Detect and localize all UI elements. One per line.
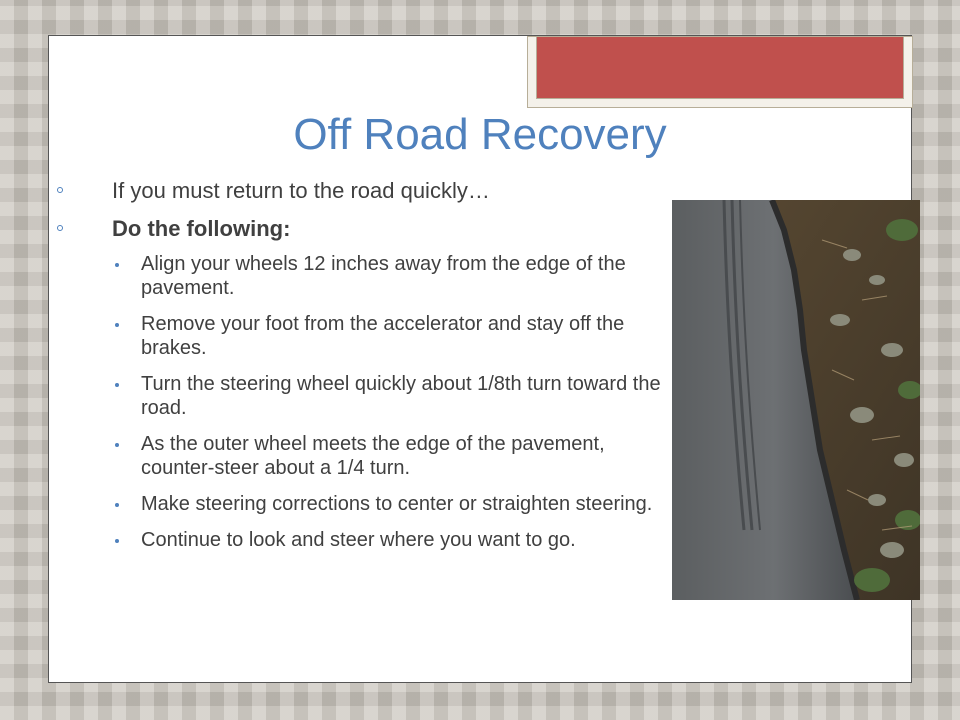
sub-bullet-text: Align your wheels 12 inches away from the edge of the pavement. xyxy=(141,253,626,299)
sub-bullet-text: Turn the steering wheel quickly about 1/8th turn toward the road. xyxy=(141,373,661,419)
sub-bullet-text: Continue to look and steer where you want to go. xyxy=(141,529,576,551)
bullet-do-following xyxy=(48,216,688,242)
dot-bullet-icon xyxy=(115,263,119,267)
bullet-text: If you must return to the road quickly… xyxy=(112,178,490,203)
sub-bullet-turn-wheel xyxy=(48,372,688,420)
circle-bullet-icon xyxy=(57,187,63,193)
bullet-text: Do the following: xyxy=(112,216,291,241)
sub-bullet-text: As the outer wheel meets the edge of the pavement, counter-steer about a 1/4 turn. xyxy=(141,433,605,479)
sub-bullet-text: Remove your foot from the accelerator and stay off the brakes. xyxy=(141,313,625,359)
sub-bullet-corrections xyxy=(48,492,688,516)
slide-title: Off Road Recovery xyxy=(293,110,667,159)
sub-bullet-look-steer xyxy=(48,528,688,552)
dot-bullet-icon xyxy=(115,503,119,507)
title-tab-red-block xyxy=(536,37,904,99)
circle-bullet-icon xyxy=(57,225,63,231)
dot-bullet-icon xyxy=(115,539,119,543)
sub-bullet-text: Make steering corrections to center or straighten steering. xyxy=(141,493,653,515)
sub-bullet-align-wheels xyxy=(48,252,688,300)
dot-bullet-icon xyxy=(115,443,119,447)
bullet-list xyxy=(48,178,688,564)
sub-bullet-counter-steer xyxy=(48,432,688,480)
decorative-title-tab xyxy=(527,36,913,108)
sub-bullet-remove-foot xyxy=(48,312,688,360)
dot-bullet-icon xyxy=(115,323,119,327)
dot-bullet-icon xyxy=(115,383,119,387)
bullet-return-quickly xyxy=(48,178,688,204)
road-edge-photo xyxy=(672,200,920,600)
